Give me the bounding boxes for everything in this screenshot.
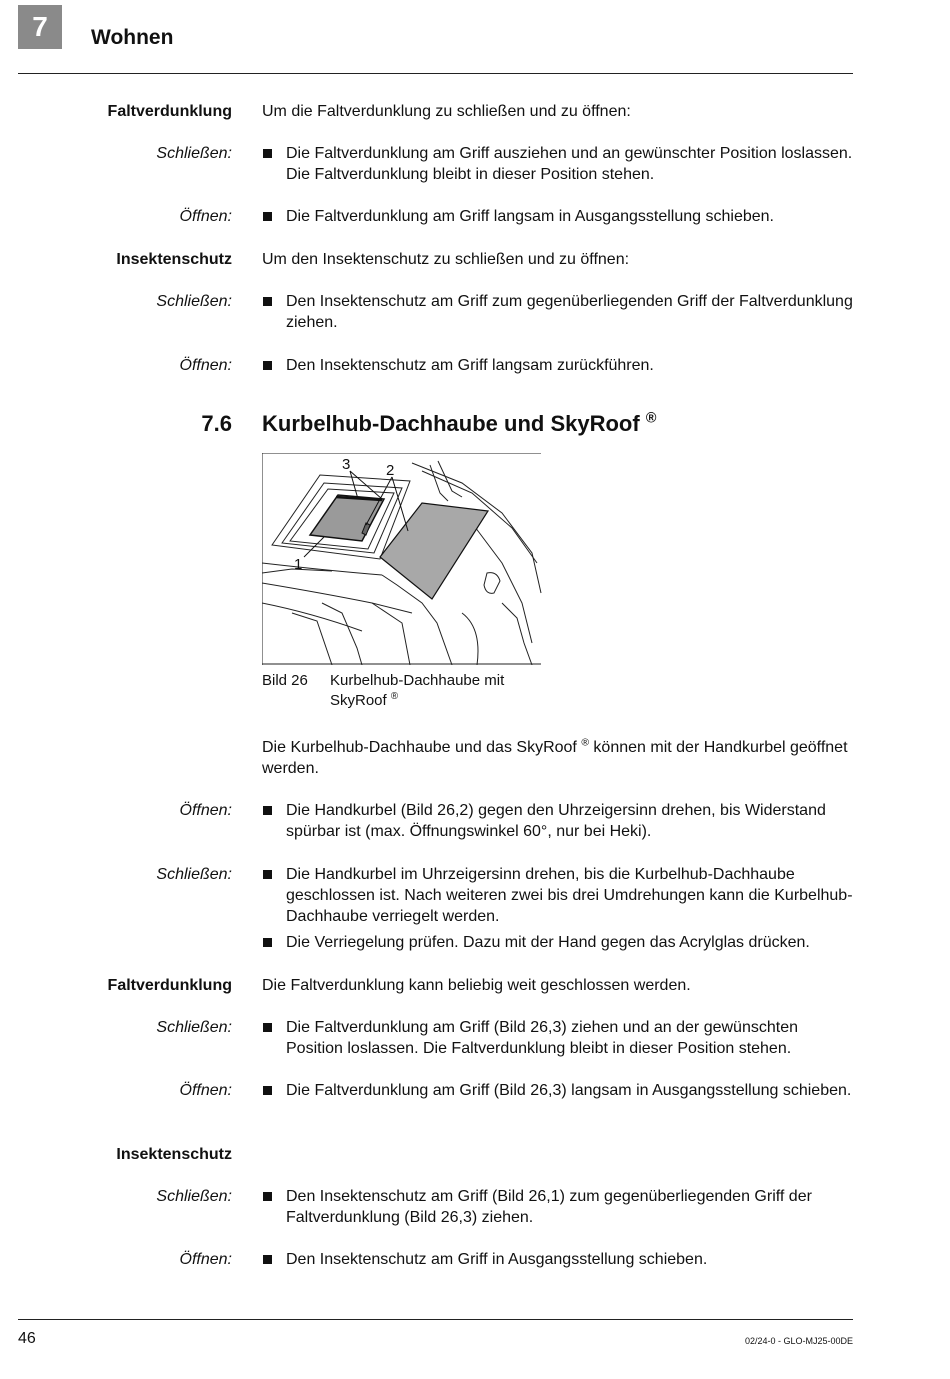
bullet-text: Die Faltverdunklung am Griff (Bild 26,3) langsam in Ausgangsstellung schieben. bbox=[286, 1082, 852, 1099]
side-label-faltverdunklung: Faltverdunklung bbox=[107, 977, 232, 994]
bullet-text: Die Handkurbel (Bild 26,2) gegen den Uhrzeigersinn drehen, bis Widerstand spürbar ist (max. Öffnungswinkel 60°, nur bei Heki). bbox=[286, 802, 826, 840]
side-label-close: Schließen: bbox=[156, 866, 232, 883]
bullet-item bbox=[262, 932, 854, 953]
intro-text: Die Kurbelhub-Dachhaube und das SkyRoof ® können mit der Handkurbel geöffnet werden. bbox=[262, 737, 848, 777]
side-label-insektenschutz: Insektenschutz bbox=[116, 1146, 232, 1163]
side-label-close: Schließen: bbox=[156, 1019, 232, 1036]
chapter-number-box: 7 bbox=[18, 5, 62, 49]
side-label-open: Öffnen: bbox=[179, 1251, 232, 1268]
bullet-square-icon bbox=[263, 806, 272, 815]
bullet-square-icon bbox=[263, 1023, 272, 1032]
bullet-item bbox=[262, 1249, 854, 1270]
side-label-insektenschutz: Insektenschutz bbox=[116, 251, 232, 268]
section-title: Kurbelhub-Dachhaube und SkyRoof ® bbox=[262, 410, 657, 436]
bullet-text: Den Insektenschutz am Griff (Bild 26,1) zum gegenüberliegenden Griff der Faltverdunklung (Bild 26,3) ziehen. bbox=[286, 1188, 812, 1226]
bullet-item bbox=[262, 1080, 854, 1101]
bullet-square-icon bbox=[263, 938, 272, 947]
figure-caption-label: Bild 26 bbox=[262, 672, 308, 689]
bullet-text: Die Verriegelung prüfen. Dazu mit der Hand gegen das Acrylglas drücken. bbox=[286, 934, 810, 951]
side-label-close: Schließen: bbox=[156, 145, 232, 162]
side-label-open: Öffnen: bbox=[179, 357, 232, 374]
side-label-close: Schließen: bbox=[156, 1188, 232, 1205]
bullet-text: Die Faltverdunklung am Griff langsam in Ausgangsstellung schieben. bbox=[286, 208, 774, 225]
bullet-square-icon bbox=[263, 1255, 272, 1264]
bullet-square-icon bbox=[263, 297, 272, 306]
side-label-open: Öffnen: bbox=[179, 208, 232, 225]
bullet-item bbox=[262, 1017, 854, 1059]
bullet-text: Die Faltverdunklung am Griff ausziehen und an gewünschter Position loslassen. Die Faltverdunklung bleibt in dieser Position stehen. bbox=[286, 145, 853, 183]
footer-rule bbox=[18, 1319, 853, 1320]
bullet-text: Die Faltverdunklung am Griff (Bild 26,3) ziehen und an der gewünschten Position loslassen. Die Faltverdunklung bleibt in dieser Position stehen. bbox=[286, 1019, 798, 1057]
bullet-text: Den Insektenschutz am Griff in Ausgangsstellung schieben. bbox=[286, 1251, 708, 1268]
intro-text: Die Faltverdunklung kann beliebig weit geschlossen werden. bbox=[262, 977, 691, 994]
bullet-text: Den Insektenschutz am Griff zum gegenüberliegenden Griff der Faltverdunklung ziehen. bbox=[286, 293, 853, 331]
page-number: 46 bbox=[18, 1330, 36, 1347]
intro-text: Um die Faltverdunklung zu schließen und zu öffnen: bbox=[262, 103, 631, 120]
bullet-text: Den Insektenschutz am Griff langsam zurückführen. bbox=[286, 357, 654, 374]
document-code: 02/24-0 - GLO-MJ25-00DE bbox=[744, 1336, 853, 1346]
bullet-square-icon bbox=[263, 361, 272, 370]
registered-mark: ® bbox=[390, 691, 399, 702]
side-label-faltverdunklung: Faltverdunklung bbox=[107, 103, 232, 120]
section-number: 7.6 bbox=[201, 411, 232, 436]
bullet-item bbox=[262, 143, 854, 185]
header-rule bbox=[18, 73, 853, 74]
bullet-item bbox=[262, 864, 854, 927]
bullet-square-icon bbox=[263, 149, 272, 158]
figure-caption-text: Kurbelhub-Dachhaube mit SkyRoof ® bbox=[330, 672, 505, 709]
bullet-item bbox=[262, 1186, 854, 1228]
intro-text: Um den Insektenschutz zu schließen und zu öffnen: bbox=[262, 251, 630, 268]
side-label-open: Öffnen: bbox=[179, 802, 232, 819]
bullet-item bbox=[262, 355, 854, 376]
registered-mark: ® bbox=[645, 410, 657, 427]
side-label-open: Öffnen: bbox=[179, 1082, 232, 1099]
callout-2: 2 bbox=[386, 462, 395, 479]
bullet-square-icon bbox=[263, 1086, 272, 1095]
bullet-square-icon bbox=[263, 870, 272, 879]
roof-hatch-illustration bbox=[262, 453, 542, 665]
bullet-square-icon bbox=[263, 212, 272, 221]
bullet-item bbox=[262, 291, 854, 333]
side-label-close: Schließen: bbox=[156, 293, 232, 310]
bullet-square-icon bbox=[263, 1192, 272, 1201]
bullet-item bbox=[262, 800, 854, 842]
bullet-item bbox=[262, 206, 854, 227]
bullet-text: Die Handkurbel im Uhrzeigersinn drehen, bis die Kurbelhub-Dachhaube geschlossen ist. Nach weiteren zwei bis drei Umdrehungen kann die Kurbelhub-Dachhaube verriegelt werden. bbox=[286, 866, 853, 925]
chapter-title: Wohnen bbox=[91, 26, 174, 49]
callout-1: 1 bbox=[294, 556, 303, 573]
registered-mark: ® bbox=[581, 737, 589, 749]
callout-3: 3 bbox=[342, 456, 351, 473]
